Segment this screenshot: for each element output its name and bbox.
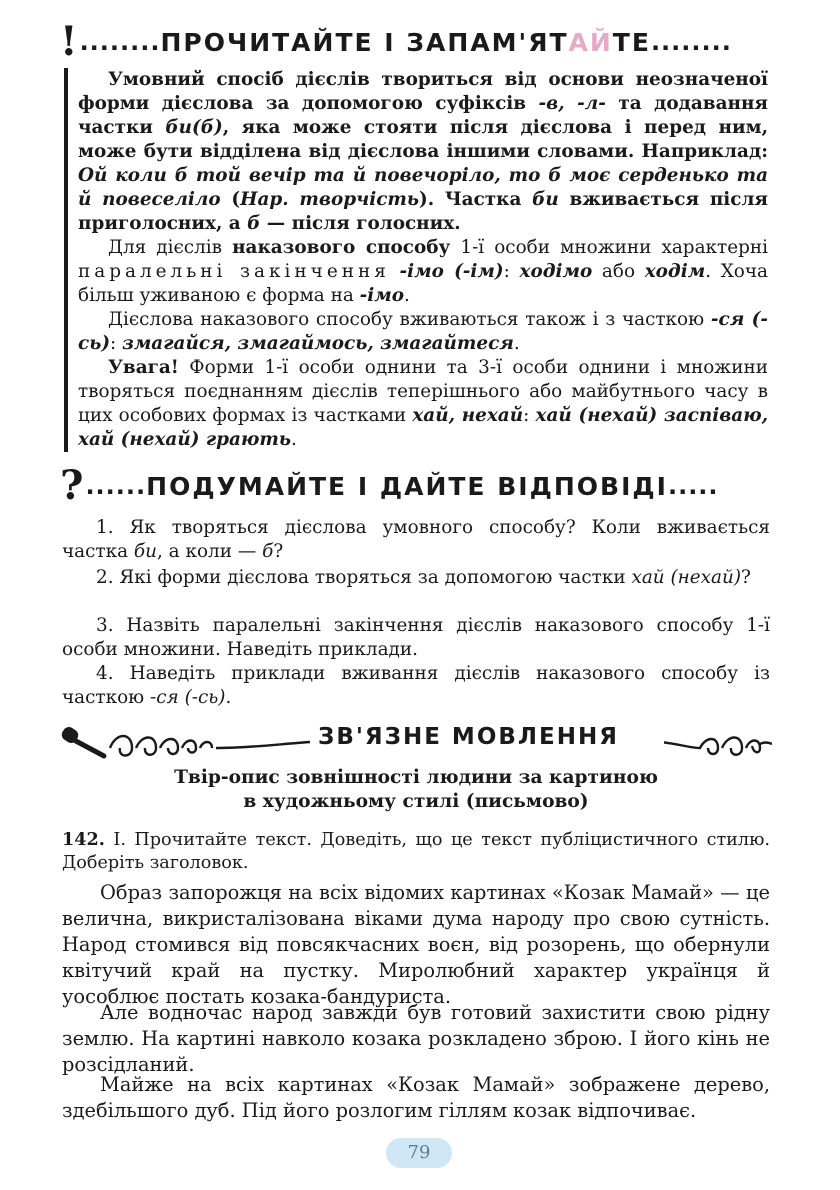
rule-paragraph-4: Увага! Форми 1-ї особи однини та 3-ї особи однини і множини творяться поєднанням дієслів теперішнього або майбутнього часу в цих особових формах із частками хай, нехай: хай (нехай) заспіваю, хай (нехай) грають. <box>78 357 769 450</box>
heading-dots-left: ........ <box>79 28 161 56</box>
rule-side-bar <box>64 68 68 452</box>
heading-read-and-remember <box>60 22 772 62</box>
exercise-number: 142. <box>62 829 105 850</box>
rule-paragraph-2: Для дієслів наказового способу 1-ї особи множини характерні паралельні закінчення -імо (-ім): ходімо або ходім. Хоча більш уживаною є форма на -імо. <box>78 237 769 306</box>
essay-subtitle-line-1: Твір-опис зовнішності людини за картиною <box>174 767 658 788</box>
heading-dots-right: ........ <box>650 28 732 56</box>
page-number: 79 <box>386 1138 452 1168</box>
heading-dots-left: ...... <box>85 472 147 500</box>
question-1: 1. Як творяться дієслова умовного способу? Коли вживається частка би, а коли — б? <box>62 517 770 562</box>
heading-dots-right: ..... <box>667 472 719 500</box>
text-paragraph-1: Образ запорожця на всіх відомих картинах «Козак Мамай» — це велична, викристалізована віками дума народу про свою сутність. Народ стомився від повсякчасних воєн, від розорень, що обернули квітучий край на пустку. Миролюбний характер українця й уособлює постать козака-бандуриста. <box>62 881 770 1008</box>
question-2: 2. Які форми дієслова творяться за допомогою частки хай (нехай)? <box>96 567 751 588</box>
heading-text: ПРОЧИТАЙТЕ І ЗАПАМ'ЯТАЙТЕ <box>160 27 651 57</box>
exclamation-icon: ! <box>60 22 80 62</box>
exercise-142 <box>62 828 770 875</box>
text-paragraph-3: Майже на всіх картинах «Козак Мамай» зображене дерево, здебільшого дуб. Під його розлогим гіллям козак відпочиває. <box>62 1073 770 1122</box>
essay-subtitle-line-2: в художньому стилі (письмово) <box>243 791 589 812</box>
rule-paragraph-3: Дієслова наказового способу вживаються також і з часткою -ся (-сь): змагайся, змагаймось, змагайтеся. <box>78 309 768 354</box>
section-title: ЗВ'ЯЗНЕ МОВЛЕННЯ <box>312 724 664 750</box>
question-mark-icon: ? <box>60 466 86 506</box>
section-connected-speech <box>60 718 772 760</box>
text-paragraph-2: Але водночас народ завжди був готовий захистити свою рідну землю. На картині навколо козака розкладено зброю. І його кінь не розсідланий. <box>62 1001 770 1076</box>
rule-paragraph-1: Умовний спосіб дієслів твориться від основи неозначеної форми дієслова за допомогою суфіксів -в, -л- та додавання частки би(б), яка може стояти після дієслова і перед ним, може бути відділена від дієслова іншими словами. Наприклад: Ой коли б той вечір та й повечоріло, то б моє серденько та й повеселіло (Нар. творчість). Частка би вживається після приголосних, а б — після голосних. <box>78 69 769 234</box>
question-3: 3. Назвіть паралельні закінчення дієслів наказового способу 1-ї особи множини. Наведіть приклади. <box>62 615 770 660</box>
question-4: 4. Наведіть приклади вживання дієслів наказового способу із часткою -ся (-сь). <box>62 663 770 708</box>
heading-text: ПОДУМАЙТЕ І ДАЙТЕ ВІДПОВІДІ <box>146 471 668 501</box>
exercise-instruction: І. Прочитайте текст. Доведіть, що це текст публіцистичного стилю. Доберіть заголовок. <box>62 830 770 873</box>
heading-think-and-answer <box>60 466 772 506</box>
